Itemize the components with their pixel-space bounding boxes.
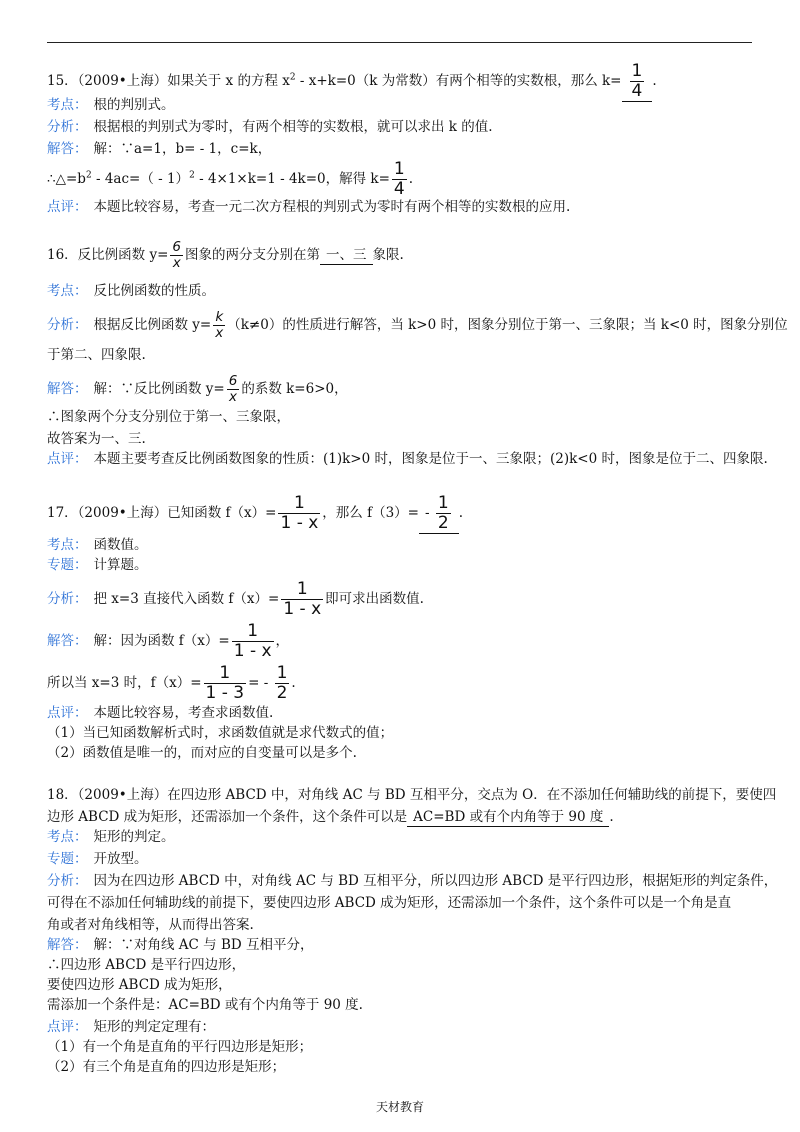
header-rule	[47, 42, 752, 43]
q18-stem: 18．（2009•上海）在四边形 ABCD 中，对角线 AC 与 BD 互相平分，交点为 O．在不添加任何辅助线的前提下，要使四	[47, 787, 777, 803]
q17-kaodian: 考点： 函数值。	[47, 537, 148, 553]
q18-answer-line2: ∴四边形 ABCD 是平行四边形，	[47, 957, 246, 973]
q16-kaodian: 考点： 反比例函数的性质。	[47, 283, 215, 299]
q17-zhuanti: 专题： 计算题。	[47, 557, 148, 573]
q16-answer: 解答： 解：∵反比例函数 y= $\frac{6}{x}$ 的系数 k=6>0，	[47, 373, 348, 405]
q18-zhuanti: 专题： 开放型。	[47, 851, 148, 867]
q15-answer: 解答： 解：∵a=1，b= - 1，c=k，	[47, 141, 272, 157]
q16-answer-line2: ∴图象两个分支分别位于第一、三象限，	[47, 409, 290, 425]
page-footer: 天材教育	[375, 1100, 424, 1114]
q17-comment: 点评： 本题比较容易，考查求函数值.	[47, 705, 274, 721]
q18-comment-line2: （2）有三个角是直角的四边形是矩形；	[47, 1059, 286, 1075]
q17-comment-line2: （2）函数值是唯一的，而对应的自变量可以是多个.	[47, 745, 357, 761]
q16-analysis: 分析： 根据反比例函数 y= $\frac{k}{x}$ （k≠0）的性质进行解答，当 k>0 时，图象分别位于第一、三象限；当 k<0 时，图象分别位	[47, 309, 788, 341]
q16-comment: 点评： 本题主要考查反比例函数图象的性质：(1)k>0 时，图象是位于一、三象限；(2)k<0 时，图象是位于二、四象限.	[47, 451, 768, 467]
q17-stem: 17．（2009•上海）已知函数 f（x）= $\frac{1}{1 - x}$ ，那么 f（3）=- $\frac{1}{2}$ .	[47, 493, 463, 533]
q15-answer-line2: $\therefore\triangle=b^2 - 4ac=( - 1)^2 - 4\times 1\times k=1 - 4k=0$，解得 k= $\frac{1}{4}$ .	[47, 159, 414, 199]
q15-analysis: 分析： 根据根的判别式为零时，有两个相等的实数根，就可以求出 k 的值.	[47, 119, 493, 135]
q18-stem-line2: 边形 ABCD 成为矩形，还需添加一个条件，这个条件可以是 AC=BD 或有个内角等于 90 度 .	[47, 809, 614, 825]
q16-answer-line3: 故答案为一、三.	[47, 431, 146, 447]
q15-comment: 点评： 本题比较容易，考查一元二次方程根的判别式为零时有两个相等的实数根的应用.	[47, 199, 571, 215]
q18-answer-line4: 需添加一个条件是：AC=BD 或有个内角等于 90 度.	[47, 997, 363, 1013]
q18-answer: 解答： 解：∵对角线 AC 与 BD 互相平分，	[47, 937, 314, 953]
q17-answer-line2: 所以当 x=3 时，f（x）= $\frac{1}{1 - 3}$ = - $\frac{1}{2}$ .	[47, 663, 296, 703]
q15-stem: 15．（2009•上海）如果关于 x 的方程 $x^2 - x+k=0(k$ 为常数）有两个相等的实数根，那么 k= $\frac{1}{4}$ .	[47, 61, 657, 101]
q16-analysis-line2: 于第二、四象限.	[47, 347, 146, 363]
q18-answer-line3: 要使四边形 ABCD 成为矩形，	[47, 977, 232, 993]
q18-analysis: 分析： 因为在四边形 ABCD 中，对角线 AC 与 BD 互相平分，所以四边形 ABCD 是平行四边形，根据矩形的判定条件，	[47, 873, 778, 889]
q17-analysis: 分析： 把 x=3 直接代入函数 f（x）= $\frac{1}{1 - x}$ 即可求出函数值.	[47, 579, 424, 619]
q18-analysis-line2: 可得在不添加任何辅助线的前提下，要使四边形 ABCD 成为矩形，还需添加一个条件，这个条件可以是一个角是直	[47, 895, 732, 911]
q18-kaodian: 考点： 矩形的判定。	[47, 829, 175, 845]
q16-stem: 16．反比例函数 y= $\frac{6}{x}$ 图象的两分支分别在第 一、三 象限.	[47, 239, 404, 271]
q18-comment-line1: （1）有一个角是直角的平行四边形是矩形；	[47, 1039, 313, 1055]
q15-kaodian: 考点： 根的判别式。	[47, 97, 175, 113]
q17-answer: 解答： 解：因为函数 f（x）= $\frac{1}{1 - x}$ ，	[47, 621, 290, 661]
q17-comment-line1: （1）当已知函数解析式时，求函数值就是求代数式的值；	[47, 725, 394, 741]
q18-comment: 点评： 矩形的判定定理有：	[47, 1019, 215, 1035]
q18-analysis-line3: 角或者对角线相等，从而得出答案.	[47, 917, 254, 933]
